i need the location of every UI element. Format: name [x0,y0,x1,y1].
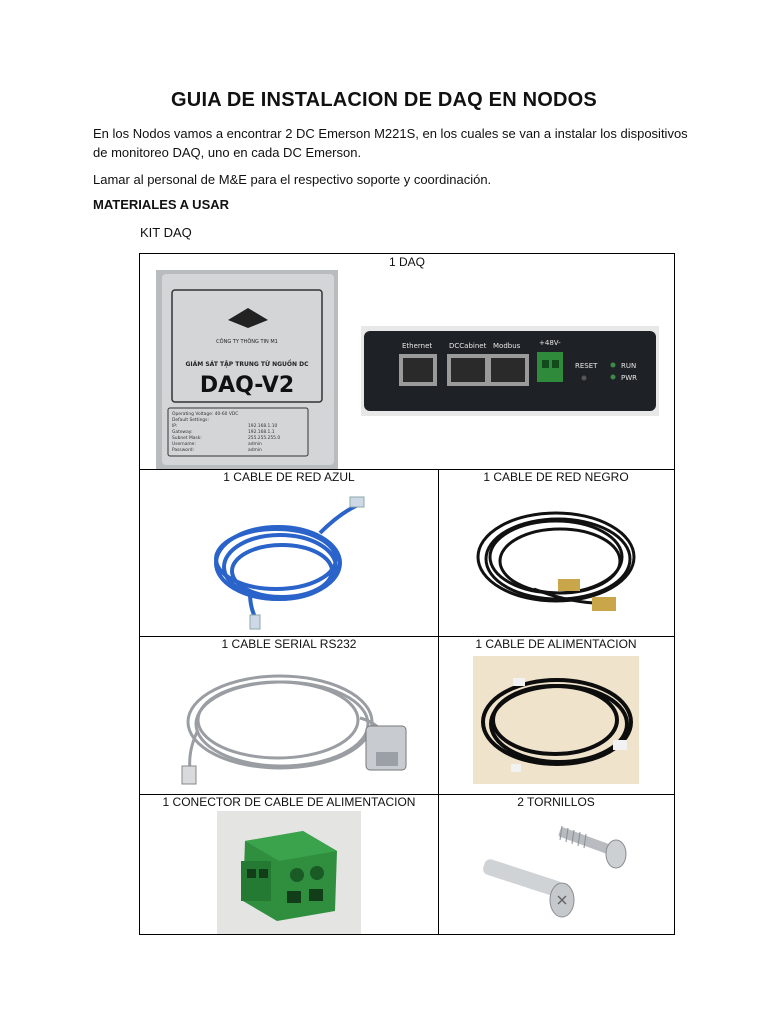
support-paragraph: Lamar al personal de M&E para el respectivo soporte y coordinación. [93,172,492,187]
table-cell-power-cable [438,636,674,794]
page-title: GUIA DE INSTALACION DE DAQ EN NODOS [171,89,597,111]
svg-text:Ethernet: Ethernet [402,342,433,350]
svg-text:192.168.1.1: 192.168.1.1 [248,430,275,435]
table-cell-blue-cable [140,469,438,636]
table-cell-black-cable [438,469,674,636]
power-cable-image [473,656,639,784]
svg-text:Subnet Mask:: Subnet Mask: [172,436,202,441]
daq-device-image [156,270,338,469]
blue-cable-image [210,493,370,633]
cell-caption: 1 CABLE DE RED AZUL [223,470,355,484]
kit-label: KIT DAQ [140,225,192,240]
device-model: DAQ-V2 [199,373,295,398]
svg-text:RESET: RESET [575,362,598,370]
svg-text:Gateway:: Gateway: [172,430,193,435]
svg-text:Operating Voltage: 40-60 VDC: Operating Voltage: 40-60 VDC [172,412,239,417]
table-cell-serial-cable [140,636,438,794]
svg-text:PWR: PWR [621,374,638,382]
svg-text:IP:: IP: [172,424,178,429]
intro-paragraph: En los Nodos vamos a encontrar 2 DC Emerson M221S, en los cuales se van a instalar los dispositivos de monitoreo DAQ, uno en cada DC Emerson. [93,126,688,160]
svg-text:Password:: Password: [172,448,194,453]
cell-caption: 1 CABLE DE RED NEGRO [483,470,629,484]
svg-text:192.168.1.10: 192.168.1.10 [248,424,278,429]
cell-caption: 2 TORNILLOS [517,795,595,809]
svg-text:Username:: Username: [172,442,196,447]
daq-ports-image [361,326,659,416]
svg-text:Modbus: Modbus [493,342,521,350]
table-cell-screws [438,794,674,934]
materials-table [139,253,675,935]
cell-caption: 1 CABLE SERIAL RS232 [221,637,357,651]
black-cable-image [474,493,642,621]
cell-caption: 1 DAQ [388,255,425,269]
svg-text:admin: admin [248,448,262,453]
device-subtitle: GIÁM SÁT TẬP TRUNG TỪ NGUỒN DC [185,361,309,368]
svg-text:Default Settings:: Default Settings: [172,418,209,423]
svg-text:255.255.255.0: 255.255.255.0 [248,436,281,441]
power-connector-image [217,811,361,934]
svg-text:RUN: RUN [621,362,637,370]
table-cell-daq [140,254,674,469]
svg-text:DCCabinet: DCCabinet [449,342,487,350]
section-heading: MATERIALES A USAR [93,197,230,212]
device-company: CÔNG TY THÔNG TIN M1 [216,339,278,345]
serial-cable-image [170,660,410,788]
svg-text:+48V-: +48V- [539,339,561,347]
table-cell-power-connector [140,794,438,934]
svg-text:admin: admin [248,442,262,447]
cell-caption: 1 CABLE DE ALIMENTACION [475,637,637,651]
screws-image [478,820,638,930]
cell-caption: 1 CONECTOR DE CABLE DE ALIMENTACION [162,795,416,809]
